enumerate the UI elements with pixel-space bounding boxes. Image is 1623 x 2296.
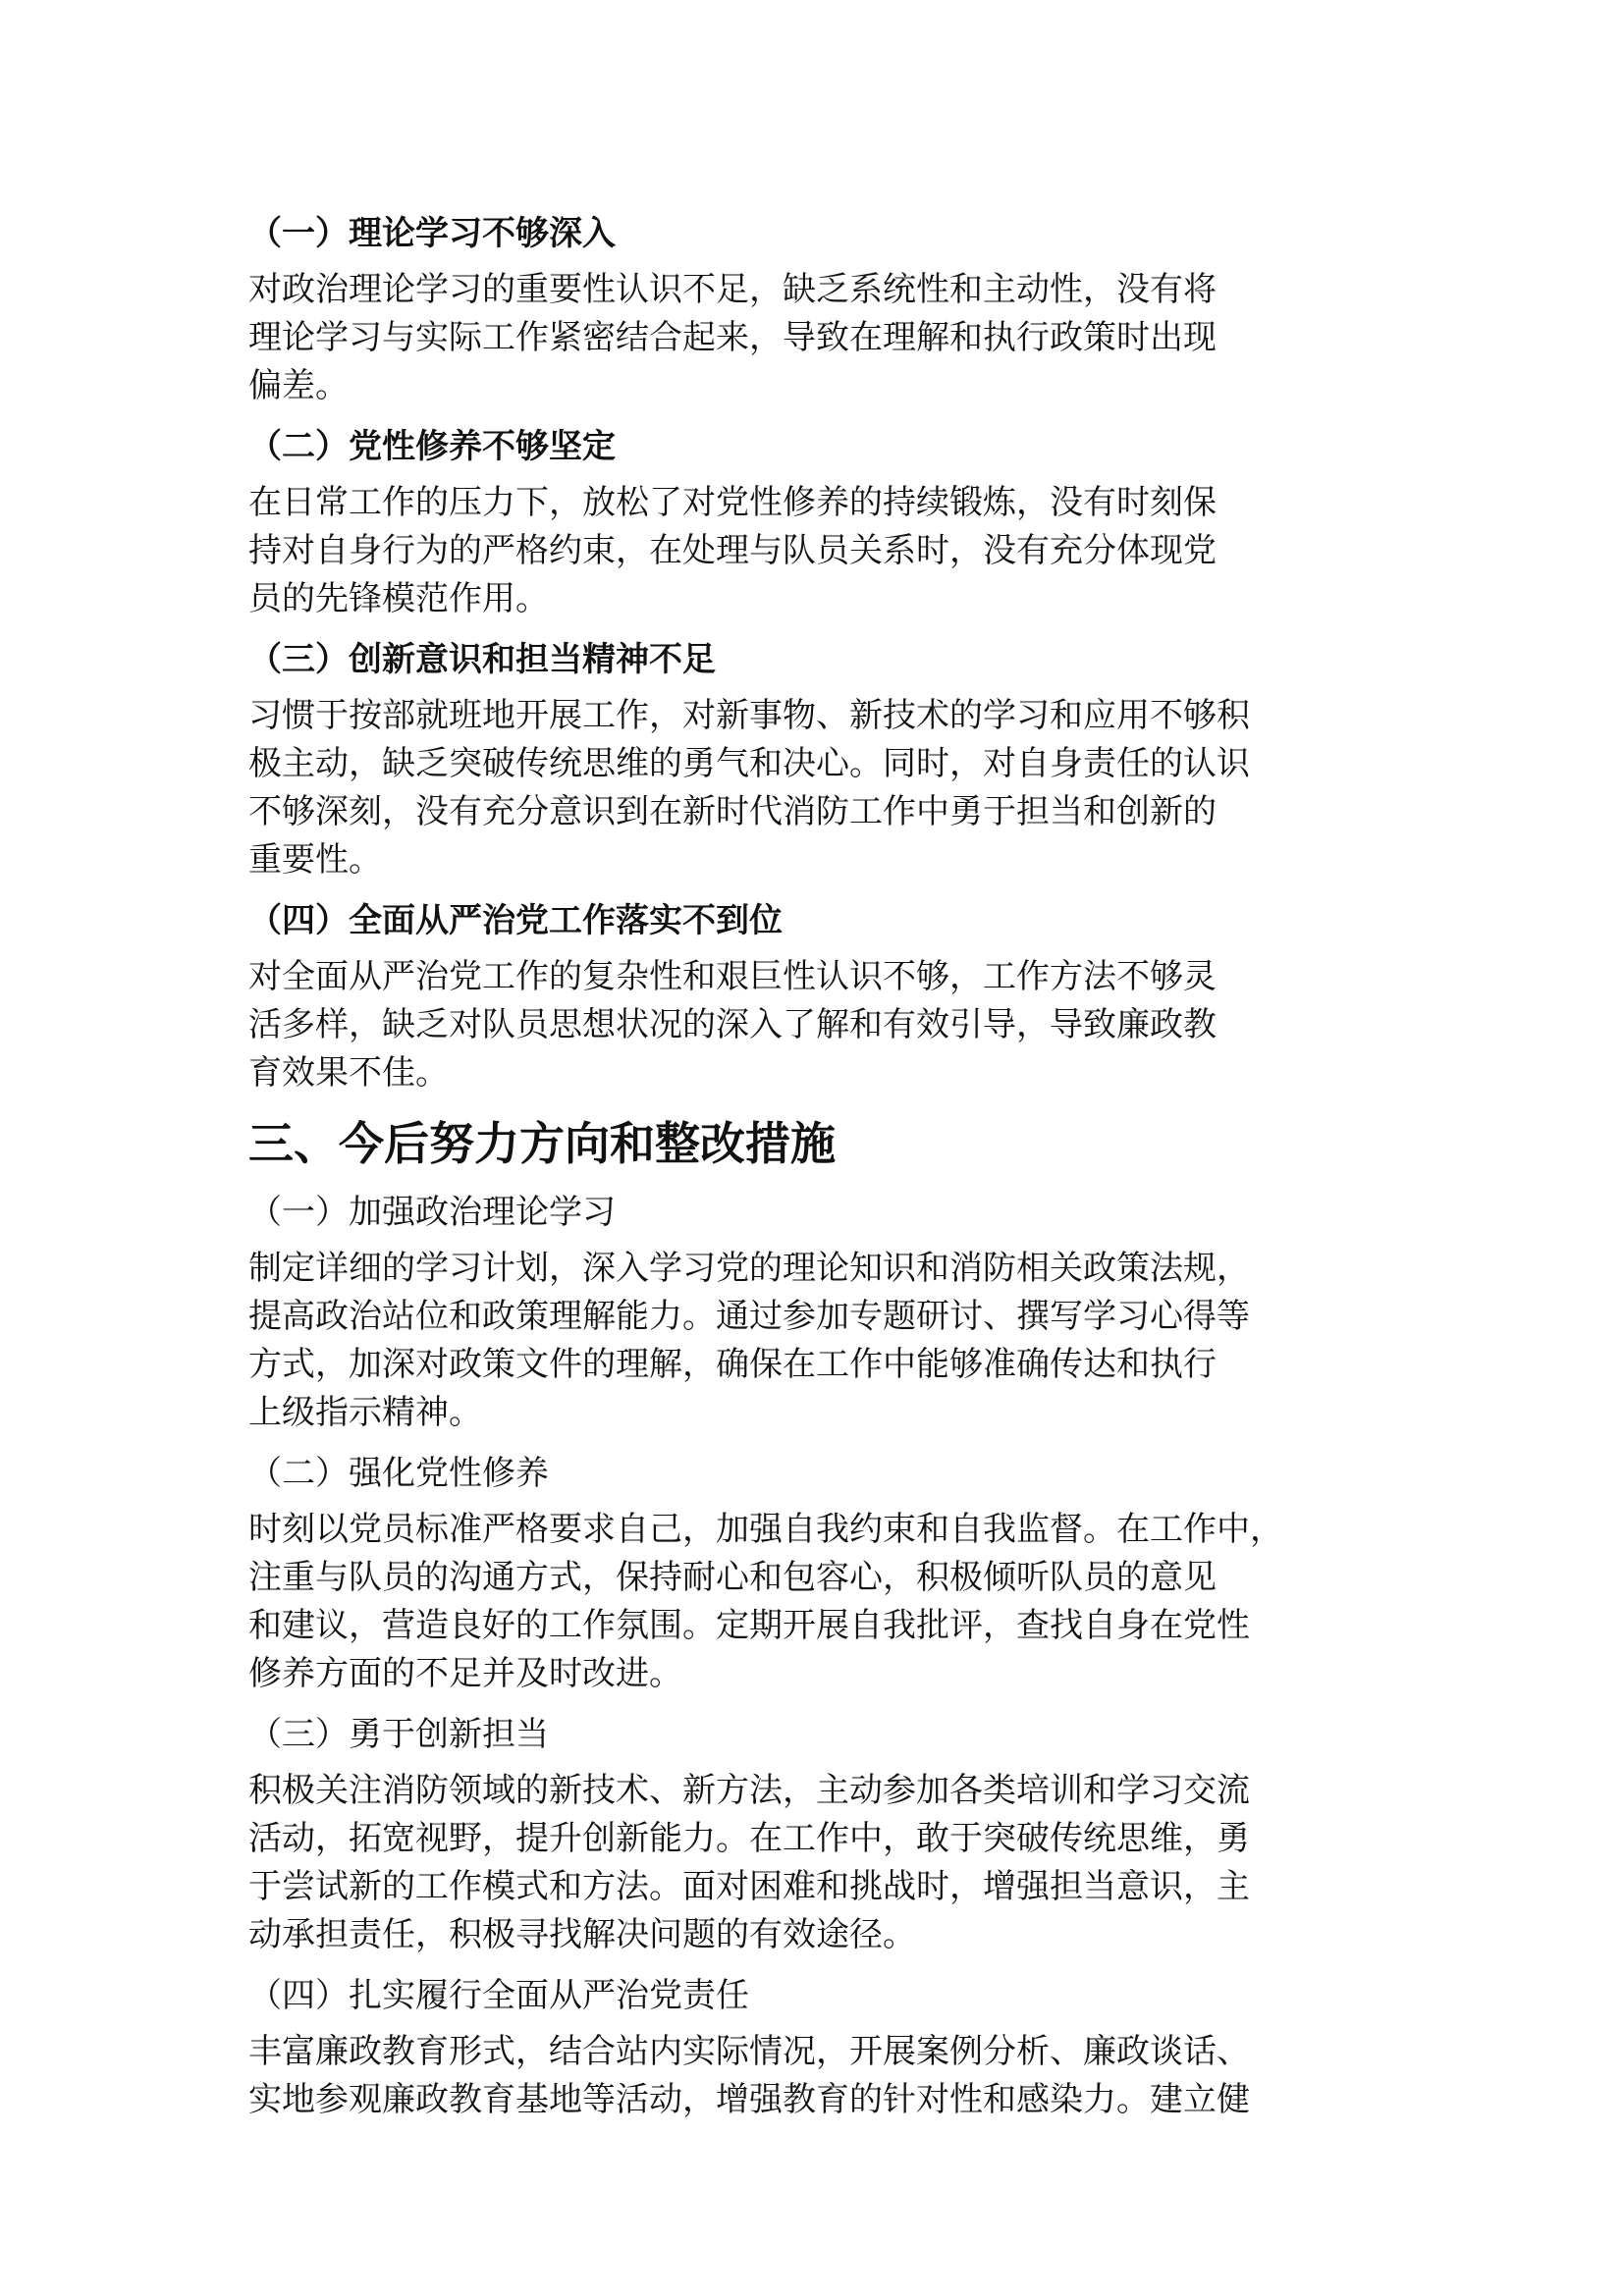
paragraph-line: 育效果不佳。: [248, 1053, 449, 1093]
paragraph-line: 和建议，营造良好的工作氛围。定期开展自我批评，查找自身在党性: [248, 1606, 1250, 1645]
paragraph-line: 丰富廉政教育形式，结合站内实际情况，开展案例分析、廉政谈话、: [248, 2032, 1250, 2071]
section-heading: （四）全面从严治党工作落实不到位: [248, 901, 783, 940]
paragraph-line: 修养方面的不足并及时改进。: [248, 1654, 682, 1693]
section-paragraph: [248, 266, 1387, 410]
section-paragraph: [248, 479, 1387, 623]
measure-paragraph: [248, 1767, 1387, 1959]
paragraph-line: 注重与队员的沟通方式，保持耐心和包容心，积极倾听队员的意见: [248, 1558, 1217, 1597]
paragraph-line: 偏差。: [248, 366, 349, 405]
measure-heading: （四）扎实履行全面从严治党责任: [248, 1976, 749, 2015]
paragraph-line: 于尝试新的工作模式和方法。面对困难和挑战时，增强担当意识，主: [248, 1867, 1250, 1906]
paragraph-line: 对全面从严治党工作的复杂性和艰巨性认识不够，工作方法不够灵: [248, 957, 1217, 996]
paragraph-line: 持对自身行为的严格约束，在处理与队员关系时，没有充分体现党: [248, 531, 1217, 570]
measure-paragraph: [248, 2028, 1387, 2124]
section-paragraph: [248, 953, 1387, 1097]
section-paragraph: [248, 692, 1387, 884]
paragraph-line: 方式，加深对政策文件的理解，确保在工作中能够准确传达和执行: [248, 1345, 1217, 1384]
paragraph-line: 理论学习与实际工作紧密结合起来，导致在理解和执行政策时出现: [248, 318, 1217, 357]
measure-paragraph: [248, 1245, 1387, 1437]
paragraph-line: 制定详细的学习计划，深入学习党的理论知识和消防相关政策法规，: [248, 1249, 1250, 1288]
paragraph-line: 上级指示精神。: [248, 1393, 482, 1432]
document-page: [248, 209, 1387, 2136]
paragraph-line: 时刻以党员标准严格要求自己，加强自我约束和自我监督。在工作中，: [248, 1510, 1283, 1549]
paragraph-line: 在日常工作的压力下，放松了对党性修养的持续锻炼，没有时刻保: [248, 483, 1217, 522]
paragraph-line: 提高政治站位和政策理解能力。通过参加专题研讨、撰写学习心得等: [248, 1297, 1250, 1336]
paragraph-line: 习惯于按部就班地开展工作，对新事物、新技术的学习和应用不够积: [248, 696, 1250, 735]
paragraph-line: 动承担责任，积极寻找解决问题的有效途径。: [248, 1915, 916, 1954]
paragraph-line: 极主动，缺乏突破传统思维的勇气和决心。同时，对自身责任的认识: [248, 744, 1250, 783]
chapter-title: 三、今后努力方向和整改措施: [248, 1117, 836, 1170]
paragraph-line: 不够深刻，没有充分意识到在新时代消防工作中勇于担当和创新的: [248, 792, 1217, 831]
section-heading: （一）理论学习不够深入: [248, 214, 616, 253]
measure-heading: （三）勇于创新担当: [248, 1715, 549, 1754]
paragraph-line: 对政治理论学习的重要性认识不足，缺乏系统性和主动性，没有将: [248, 270, 1217, 309]
measure-heading: （一）加强政治理论学习: [248, 1193, 616, 1232]
measure-heading: （二）强化党性修养: [248, 1454, 549, 1493]
paragraph-line: 活动，拓宽视野，提升创新能力。在工作中，敢于突破传统思维，勇: [248, 1819, 1250, 1858]
paragraph-line: 重要性。: [248, 840, 382, 880]
paragraph-line: 实地参观廉政教育基地等活动，增强教育的针对性和感染力。建立健: [248, 2080, 1250, 2119]
paragraph-line: 活多样，缺乏对队员思想状况的深入了解和有效引导，导致廉政教: [248, 1005, 1217, 1044]
section-heading: （二）党性修养不够坚定: [248, 427, 616, 466]
paragraph-line: 员的先锋模范作用。: [248, 579, 549, 618]
measure-paragraph: [248, 1506, 1387, 1698]
paragraph-line: 积极关注消防领域的新技术、新方法，主动参加各类培训和学习交流: [248, 1771, 1250, 1810]
section-heading: （三）创新意识和担当精神不足: [248, 640, 716, 679]
